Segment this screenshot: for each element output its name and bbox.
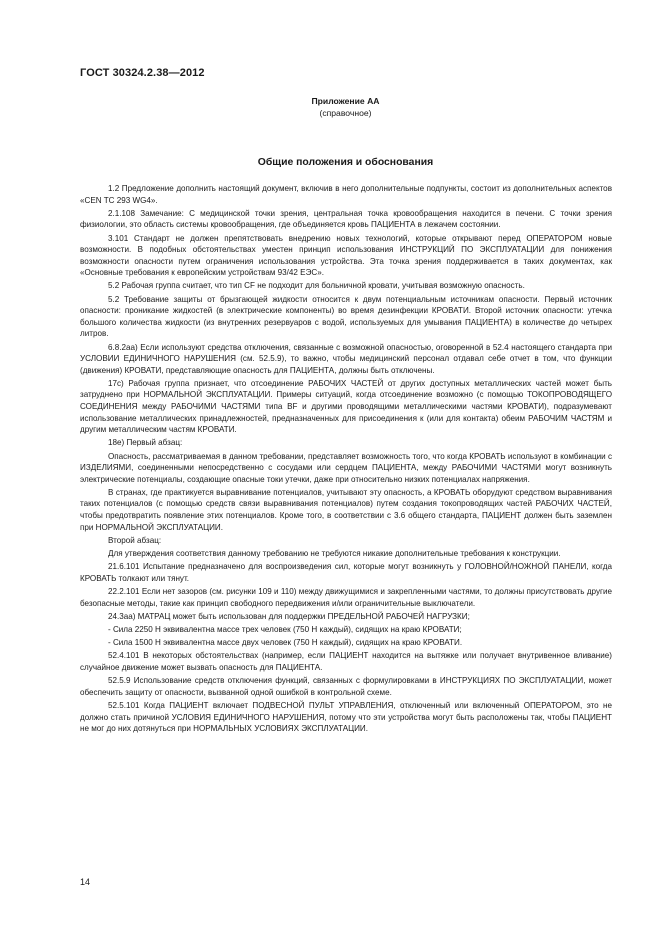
- paragraph: 6.8.2аа) Если используют средства отключения, связанные с возможной опасностью, оговоренной в 52.4 настоящего стандарта при УСЛОВИИ ЕДИНИЧНОГО НАРУШЕНИЯ (см. 52.5.9), то важно, чтобы медицинский персонал отдавал себе отчет в том, что функции (движения) КРОВАТИ, представляющие опасность для ПАЦИЕНТА, должны быть отключены.: [80, 342, 612, 375]
- paragraph: 24.3аа) МАТРАЦ может быть использован для поддержки ПРЕДЕЛЬНОЙ РАБОЧЕЙ НАГРУЗКИ;: [108, 611, 470, 621]
- appendix-title: Приложение АА: [311, 96, 380, 106]
- body-text: [80, 183, 612, 736]
- paragraph: 52.5.9 Использование средств отключения функций, связанных с формулировками в ИНСТРУКЦИЯХ ПО ЭКСПЛУАТАЦИИ, может обеспечить защиту от опасности, вызванной одной ошибкой в контрольной схеме.: [80, 676, 612, 697]
- section-title: Общие положения и обоснования: [257, 157, 434, 168]
- paragraph: 1.2 Предложение дополнить настоящий документ, включив в него дополнительные подпункты, состоит из дополнительных аспектов «CEN TC 293 WG4».: [80, 184, 612, 205]
- paragraph: 2.1.108 Замечание: С медицинской точки зрения, центральная точка кровообращения находится в печени. С точки зрения физиологии, это область системы кровообращения, где объединяется кровь ПАЦИЕНТА в лежачем состоянии.: [80, 208, 612, 230]
- paragraph: В странах, где практикуется выравнивание потенциалов, учитывают эту опасность, а КРОВАТЬ оборудуют средством выравнивания таких потенциалов (с помощью средств связи выравнивания потенциалов) путем создания токопроводящих частей РАБОЧИХ ЧАСТЕЙ, чтобы предотвратить появление этих потенциалов. Кроме того, в соответствии с 3.6 общего стандарта, ПАЦИЕНТ должен быть заземлен при НОРМАЛЬНОЙ ЭКСПЛУАТАЦИИ.: [80, 487, 612, 532]
- list-item: - Сила 1500 Н эквивалентна массе двух человек (750 Н каждый), сидящих на краю КРОВАТИ.: [108, 638, 463, 648]
- paragraph: Для утверждения соответствия данному требованию не требуются никакие дополнительные требования к конструкции.: [108, 548, 561, 558]
- paragraph: Опасность, рассматриваемая в данном требовании, представляет возможность того, что когда КРОВАТЬ используют в комбинации с ИЗДЕЛИЯМИ, соединенными непосредственно с сосудами или сердцем ПАЦИЕНТА, между РАБОЧИМИ ЧАСТЯМИ могут возникнуть электрические потенциалы, создающие опасные токи утечки, даже при относительно низких потенциалах напряжения.: [80, 451, 612, 484]
- paragraph: 52.5.101 Когда ПАЦИЕНТ включает ПОДВЕСНОЙ ПУЛЬТ УПРАВЛЕНИЯ, отключенный или включенный ОПЕРАТОРОМ, это не должно стать причиной УСЛОВИЯ ЕДИНИЧНОГО НАРУШЕНИЯ, потому что эти устройства могут быть расположены так, чтобы ПАЦИЕНТ не мог до них дотянуться при НОРМАЛЬНЫХ УСЛОВИЯХ ЭКСПЛУАТАЦИИ.: [80, 701, 612, 734]
- paragraph: 5.2 Рабочая группа считает, что тип CF не подходит для больничной кровати, учитывая возможную опасность.: [108, 281, 525, 291]
- paragraph: 3.101 Стандарт не должен препятствовать внедрению новых технологий, которые открывают перед ОПЕРАТОРОМ новые возможности. В подобных обстоятельствах уместен принцип использования ИНСТРУКЦИЙ ПО ЭКСПЛУАТАЦИИ для понижения возможности опасности путем ограничения использования устройства. Эта точка зрения поддерживается в таких документах, как «Основные требования к европейским устройствам 93/42 ЕЭС».: [80, 233, 612, 278]
- paragraph: 21.6.101 Испытание предназначено для воспроизведения сил, которые могут возникнуть у ГОЛОВНОЙ/НОЖНОЙ ПАНЕЛИ, когда КРОВАТЬ толкают или тянут.: [80, 562, 612, 583]
- paragraph: 22.2.101 Если нет зазоров (см. рисунки 109 и 110) между движущимися и закрепленными частями, то должны присутствовать другие безопасные методы, такие как принцип свободного передвижения и/или ограничительные выключатели.: [80, 586, 612, 608]
- list-item: - Сила 2250 Н эквивалентна массе трех человек (750 Н каждый), сидящих на краю КРОВАТИ;: [108, 625, 462, 634]
- paragraph: 52.4.101 В некоторых обстоятельствах (например, если ПАЦИЕНТ находится на вытяжке или получает внутривенное вливание) случайное движение может вызвать опасность для ПАЦИЕНТА.: [80, 651, 612, 673]
- paragraph: 18е) Первый абзац:: [108, 438, 183, 448]
- paragraph: 17с) Рабочая группа признает, что отсоединение РАБОЧИХ ЧАСТЕЙ от других доступных металлических частей может быть затруднено при НОРМАЛЬНОЙ ЭКСПЛУАТАЦИИ. Примеры ситуаций, когда отсоединение возможно (с помощью ТОКОПРОВОДЯЩЕГО СОЕДИНЕНИЯ между РАБОЧИМИ ЧАСТЯМИ типа BF и другими проводящими металлическими частями КРОВАТИ), подразумевают использование металлических принадлежностей, предназначенных для присоединения к (или для контакта) обеим РАБОЧИМ ЧАСТЯМ и другим металлическим частям КРОВАТИ.: [80, 378, 612, 435]
- paragraph: 5.2 Требование защиты от брызгающей жидкости относится к двум потенциальным источникам опасности. Первый источник опасности: проникание жидкостей (в электрические компоненты) во время дезинфекции КРОВАТИ. Второй источник опасности: утечка большого количества жидкости (из внутренних резервуаров с водой, используемых для умывания ПАЦИЕНТА) в количестве до четырех литров.: [80, 294, 612, 339]
- appendix-subtitle: (справочное): [319, 108, 372, 118]
- appendix-heading: [0, 95, 661, 119]
- paragraph: Второй абзац:: [108, 535, 162, 545]
- page-number: 14: [80, 877, 91, 887]
- standard-header: ГОСТ 30324.2.38—2012: [80, 67, 205, 79]
